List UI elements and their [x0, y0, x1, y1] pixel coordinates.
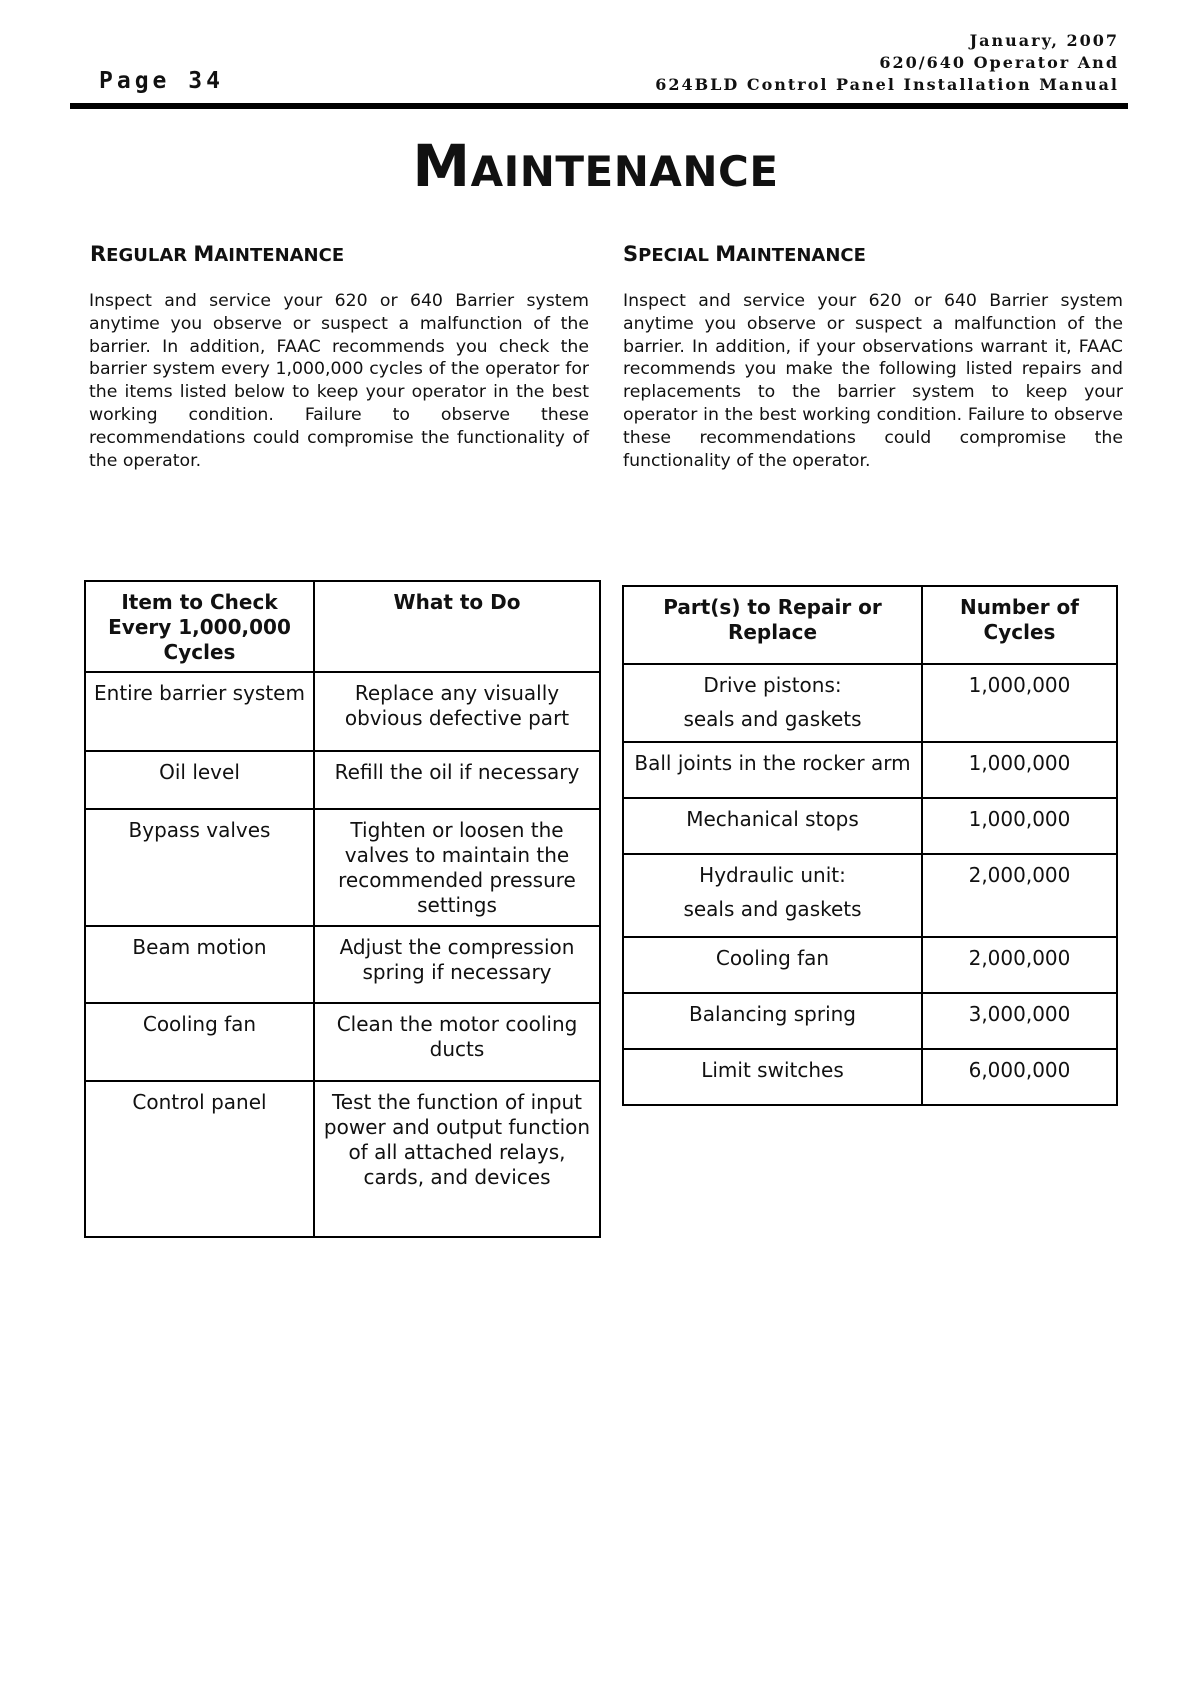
document-header [655, 30, 1119, 96]
repair-cycles: 2,000,000 [922, 937, 1117, 993]
repair-part [623, 664, 922, 742]
heading-part: AINTENANCE [214, 245, 345, 266]
table-row [85, 1081, 600, 1237]
heading-part: PECIAL [638, 245, 716, 266]
table-row [623, 798, 1117, 854]
repair-cycles: 6,000,000 [922, 1049, 1117, 1105]
check-action: Refill the oil if necessary [314, 751, 600, 809]
check-item: Beam motion [85, 926, 314, 1003]
column-header-item: Item to Check Every 1,000,000 Cycles [85, 581, 314, 672]
repair-part-line2: seals and gaskets [683, 707, 862, 731]
header-manual-line1: 620/640 Operator And [879, 53, 1119, 72]
repair-cycles: 1,000,000 [922, 664, 1117, 742]
table-row [623, 664, 1117, 742]
header-divider [70, 103, 1128, 109]
special-maintenance-text: Inspect and service your 620 or 640 Barrier system anytime you observe or suspect a malfunction of the barrier. In addition, if your observations warrant it, FAAC recommends you make the following listed repairs and replacements to the barrier system to keep your operator in the best working condition. Failure to observe these recommendations could compromise the functionality of the operator. [623, 291, 1123, 471]
repair-part-line1: Drive pistons: [703, 673, 842, 697]
check-action: Clean the motor cooling ducts [314, 1003, 600, 1081]
special-maintenance-heading [623, 242, 866, 266]
column-header-part: Part(s) to Repair or Replace [623, 586, 922, 664]
page-number: Page 34 [99, 68, 224, 94]
repair-part: Cooling fan [623, 937, 922, 993]
table-row [85, 809, 600, 926]
check-action: Tighten or loosen the valves to maintain the recommended pressure settings [314, 809, 600, 926]
table-row [85, 1003, 600, 1081]
column-header-cycles: Number of Cycles [922, 586, 1117, 664]
check-action: Adjust the compression spring if necessary [314, 926, 600, 1003]
repair-part-line1: Hydraulic unit: [699, 863, 846, 887]
heading-initial: M [193, 242, 215, 266]
special-repair-table [622, 585, 1118, 1106]
table-header-row [85, 581, 600, 672]
heading-part: AINTENANCE [736, 245, 866, 266]
heading-part: EGULAR [106, 245, 194, 266]
page-title-initial: M [412, 132, 471, 200]
repair-cycles: 2,000,000 [922, 854, 1117, 937]
repair-cycles: 3,000,000 [922, 993, 1117, 1049]
table-row [623, 854, 1117, 937]
heading-initial: M [715, 242, 737, 266]
table-row [623, 937, 1117, 993]
repair-cycles: 1,000,000 [922, 798, 1117, 854]
page-title [0, 132, 1191, 200]
heading-initial: R [90, 242, 107, 266]
regular-check-table [84, 580, 601, 1238]
repair-part: Ball joints in the rocker arm [623, 742, 922, 798]
regular-maintenance-text: Inspect and service your 620 or 640 Barrier system anytime you observe or suspect a malfunction of the barrier. In addition, FAAC recommends you check the barrier system every 1,000,000 cycles of the operator for the items listed below to keep your operator in the best working condition. Failure to observe these recommendations could compromise the functionality of the operator. [89, 291, 589, 471]
heading-initial: S [623, 242, 639, 266]
check-item: Entire barrier system [85, 672, 314, 751]
table-row [85, 926, 600, 1003]
table-row [623, 993, 1117, 1049]
check-action: Test the function of input power and output function of all attached relays, cards, and devices [314, 1081, 600, 1237]
repair-part: Balancing spring [623, 993, 922, 1049]
check-item: Cooling fan [85, 1003, 314, 1081]
table-row [623, 1049, 1117, 1105]
table-row [85, 672, 600, 751]
table-row [85, 751, 600, 809]
repair-part: Mechanical stops [623, 798, 922, 854]
check-action: Replace any visually obvious defective part [314, 672, 600, 751]
check-item: Control panel [85, 1081, 314, 1237]
repair-part [623, 854, 922, 937]
repair-part-line2: seals and gaskets [683, 897, 862, 921]
header-date: January, 2007 [969, 31, 1119, 50]
table-row [623, 742, 1117, 798]
page-title-rest: AINTENANCE [470, 147, 779, 196]
regular-maintenance-heading [90, 242, 344, 266]
repair-part: Limit switches [623, 1049, 922, 1105]
repair-cycles: 1,000,000 [922, 742, 1117, 798]
header-manual-line2: 624BLD Control Panel Installation Manual [655, 75, 1119, 94]
column-header-action: What to Do [314, 581, 600, 672]
table-header-row [623, 586, 1117, 664]
check-item: Bypass valves [85, 809, 314, 926]
check-item: Oil level [85, 751, 314, 809]
